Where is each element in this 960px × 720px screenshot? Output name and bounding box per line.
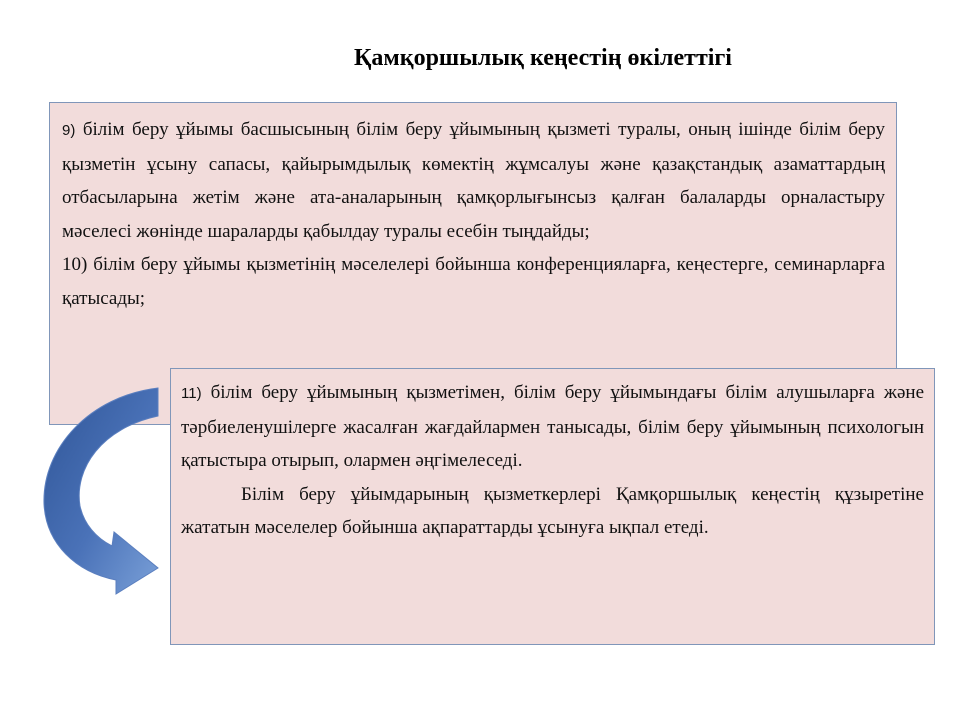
item-11-text: білім беру ұйымының қызметімен, білім беру ұйымындағы білім алушыларға және тәрбиеленушілерге жасалған жағдайлармен танысады, білім беру ұйымының психологын қатыстыра отырып, олармен әңгімелеседі. (181, 382, 925, 471)
slide-title: Қамқоршылық кеңестің өкілеттігі (354, 45, 732, 71)
item-9-number: 9) (62, 122, 76, 139)
item-9 (62, 113, 885, 248)
item-11-number: 11) (181, 385, 202, 402)
item-11 (181, 376, 924, 478)
item-10-text: білім беру ұйымы қызметінің мәселелері бойынша конференцияларға, кеңестерге, семинарларға қатысады; (62, 254, 886, 309)
item-10 (62, 248, 885, 315)
curved-arrow-icon (40, 386, 166, 596)
item-9-text: білім беру ұйымы басшысының білім беру ұйымының қызметі туралы, оның ішінде білім беру қызметін ұсыну сапасы, қайырымдылық көмектің жұмсалуы және қазақстандық азаматтардың отбасыларына жетім және ата-аналарының қамқорлығынсыз қалған балаларды орналастыру мәселесі жөнінде шараларды қабылдау туралы есебін тыңдайды; (62, 119, 886, 242)
item-10-number: 10) (62, 254, 88, 275)
content-box-bottom (170, 368, 935, 645)
closing-paragraph: Білім беру ұйымдарының қызметкерлері Қамқоршылық кеңестің құзыретіне жататын мәселелер бойынша ақпараттарды ұсынуға ықпал етеді. (181, 483, 924, 538)
